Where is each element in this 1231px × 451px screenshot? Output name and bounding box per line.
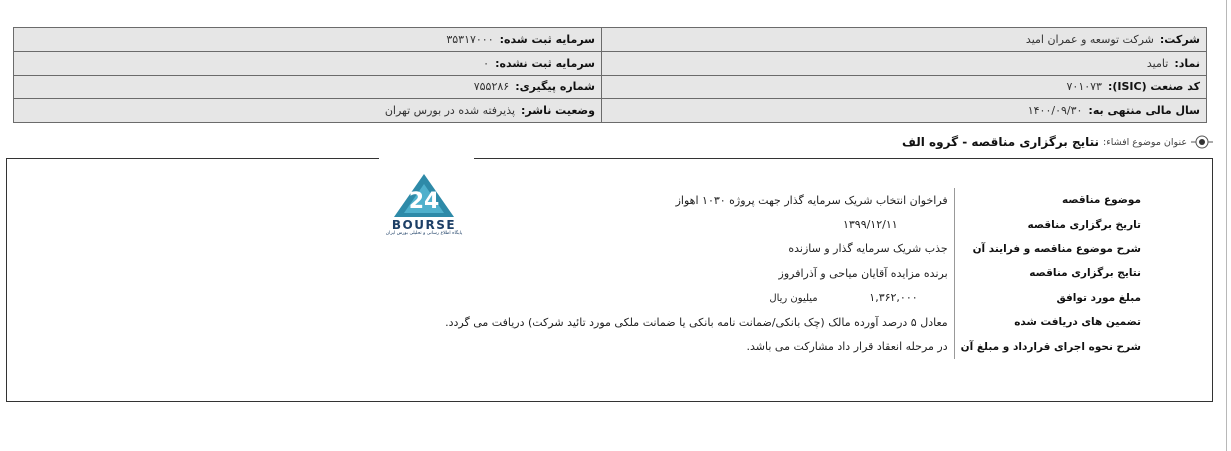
symbol-value: تامید xyxy=(1146,56,1169,70)
detail-row xyxy=(445,212,1141,236)
unregistered-capital-label: سرمایه ثبت نشده: xyxy=(495,56,595,70)
disclosure-subject xyxy=(902,131,1213,153)
svg-text:24: 24 xyxy=(408,189,440,214)
detail-value xyxy=(445,212,954,236)
right-scroll-edge xyxy=(1226,0,1227,451)
isic-label: کد صنعت (ISIC): xyxy=(1107,80,1200,94)
company-label: شرکت: xyxy=(1159,32,1200,46)
detail-label: نتایج برگزاری مناقصه xyxy=(954,261,1141,285)
info-row xyxy=(14,75,1207,99)
subject-title: نتایج برگزاری مناقصه - گروه الف xyxy=(901,135,1100,149)
detail-value: در مرحله انعقاد قرار داد مشارکت می باشد. xyxy=(746,340,948,354)
detail-value xyxy=(445,286,954,310)
detail-row xyxy=(445,286,1141,310)
symbol-cell xyxy=(602,51,1207,75)
detail-value: معادل ۵ درصد آورده مالک (چک بانکی/ضمانت نامه بانکی یا ضمانت ملکی مورد تائید شرکت) دریافت می گردد. xyxy=(445,315,948,329)
fiscal-year-label: سال مالی منتهی به: xyxy=(1088,104,1200,118)
detail-value: فراخوان انتخاب شریک سرمایه گذار جهت پروژه ۱۰۳۰ اهواز xyxy=(675,193,948,207)
amount-unit: میلیون ریال xyxy=(769,293,818,305)
subject-label: عنوان موضوع افشاء: xyxy=(1103,136,1187,148)
fiscal-year-cell xyxy=(602,99,1207,123)
isic-value: ۷۰۱۰۷۳ xyxy=(1066,80,1102,94)
detail-row xyxy=(445,334,1141,358)
box-border-top xyxy=(6,158,379,159)
detail-value: برنده مزایده آقایان میاحی و آذرافروز xyxy=(778,266,948,280)
tracking-number-value: ۷۵۵۲۸۶ xyxy=(473,80,510,94)
publisher-status-label: وضعیت ناشر: xyxy=(521,104,595,118)
detail-label: شرح موضوع مناقصه و فرایند آن xyxy=(954,237,1141,261)
detail-row xyxy=(445,261,1141,285)
detail-label: مبلغ مورد توافق xyxy=(954,286,1141,310)
info-row xyxy=(14,28,1207,52)
target-icon xyxy=(1191,131,1213,153)
box-border-left xyxy=(6,158,7,402)
tracking-number-cell xyxy=(14,75,602,99)
tracking-number-label: شماره پیگیری: xyxy=(515,80,595,94)
detail-row xyxy=(445,237,1141,261)
publisher-status-value: پذیرفته شده در بورس تهران xyxy=(384,104,516,118)
detail-row xyxy=(445,310,1141,334)
logo-word: BOURSE xyxy=(391,218,457,232)
box-border-top xyxy=(474,158,1213,159)
detail-label: موضوع مناقصه xyxy=(954,188,1141,212)
box-border-right xyxy=(1212,158,1213,402)
tender-date: ۱۳۹۹/۱۲/۱۱ xyxy=(842,218,898,232)
detail-label: تاریخ برگزاری مناقصه xyxy=(954,212,1141,236)
symbol-label: نماد: xyxy=(1174,56,1200,70)
detail-label: تضمین های دریافت شده xyxy=(954,310,1141,334)
unregistered-capital-value: ۰ xyxy=(483,56,490,70)
company-value: شرکت توسعه و عمران امید xyxy=(1025,32,1154,46)
isic-cell xyxy=(602,75,1207,99)
registered-capital-value: ۳۵۳۱۷۰۰۰ xyxy=(446,32,494,46)
company-info-table xyxy=(13,27,1207,123)
publisher-status-cell xyxy=(14,99,602,123)
tender-details-table xyxy=(445,188,1141,359)
box-border-bottom xyxy=(6,401,1213,402)
info-row xyxy=(14,51,1207,75)
logo-subtitle: پایگاه اطلاع رسانی و تحلیلی بورس ایران xyxy=(385,231,463,236)
info-row xyxy=(14,99,1207,123)
registered-capital-label: سرمایه ثبت شده: xyxy=(499,32,595,46)
detail-row xyxy=(445,188,1141,212)
unregistered-capital-cell xyxy=(14,51,602,75)
detail-value: جذب شریک سرمایه گذار و سازنده xyxy=(788,242,948,256)
registered-capital-cell xyxy=(14,28,602,52)
agreed-amount: ۱,۳۶۲,۰۰۰ xyxy=(869,291,918,305)
detail-label: شرح نحوه اجرای قرارداد و مبلغ آن xyxy=(954,334,1141,358)
fiscal-year-value: ۱۴۰۰/۰۹/۳۰ xyxy=(1027,104,1083,118)
company-cell xyxy=(602,28,1207,52)
